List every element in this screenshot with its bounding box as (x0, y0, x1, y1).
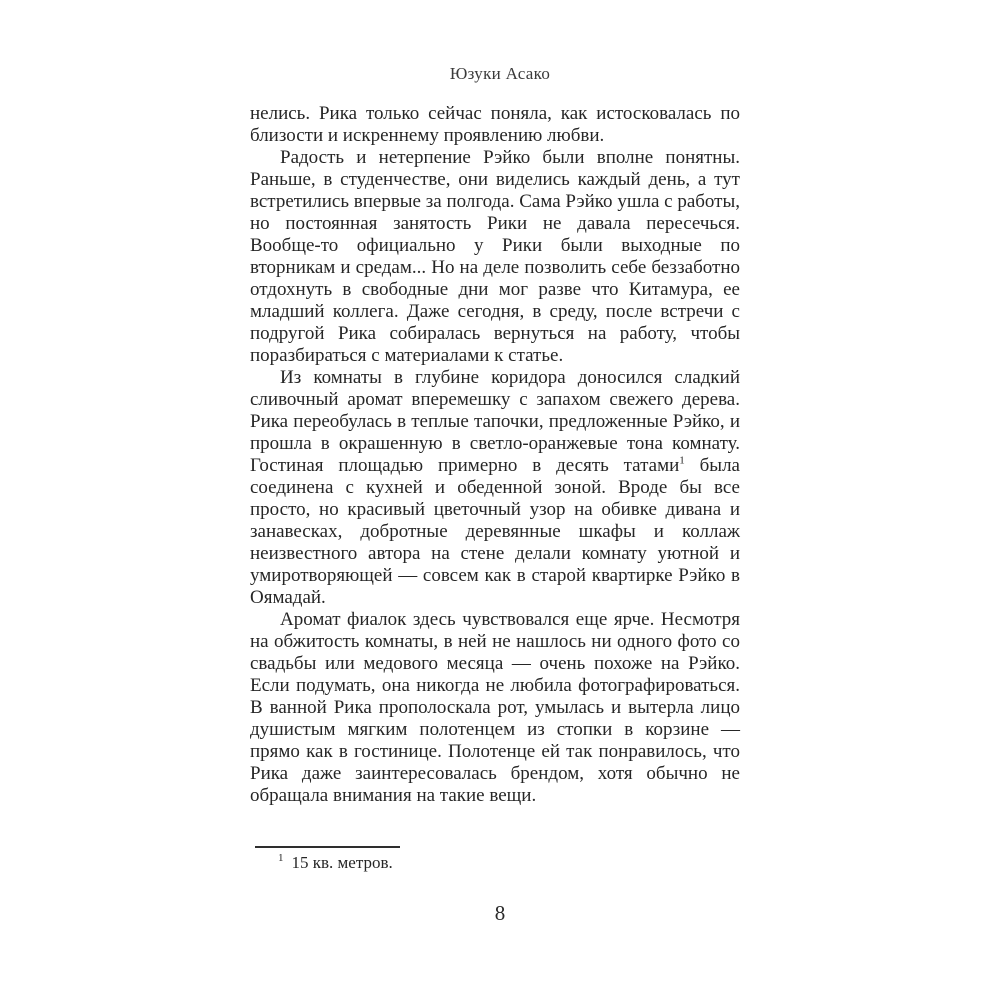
footnote-divider (255, 846, 400, 848)
paragraph: Аромат фиалок здесь чувствовался еще ярче. Несмотря на обжитость комнаты, в ней не нашлось ни одного фото со свадьбы или медового месяца — очень похоже на Рэйко. Если подумать, она никогда не любила фотографироваться. В ванной Рика прополоскала рот, умылась и вытерла лицо душистым мягким полотенцем из стопки в корзине — прямо как в гостинице. Полотенце ей так понравилось, что Рика даже заинтересовалась брендом, хотя обычно не обращала внимания на такие вещи. (250, 609, 740, 806)
body-text-block (250, 103, 740, 807)
footnote-marker: 1 (278, 852, 284, 865)
running-header-author: Юзуки Асако (449, 64, 551, 83)
footnote-text (250, 853, 740, 873)
paragraph-text: Из комнаты в глубине коридора доносился сладкий сливочный аромат вперемешку с запахом свежего дерева. Рика переобулась в теплые тапочки, предложенные Рэйко, и прошла в окрашенную в светло-оранжевые тона комнату. Гостиная площадью примерно в десять татами (250, 367, 740, 476)
footnote-reference-marker: 1 (679, 454, 685, 467)
footnote-value: 15 кв. метров. (291, 853, 393, 872)
paragraph: Радость и нетерпение Рэйко были вполне понятны. Раньше, в студенчестве, они виделись каждый день, а тут встретились впервые за полгода. Сама Рэйко ушла с работы, но постоянная занятость Рики не давала пересечься. Вообще-то официально у Рики были выходные по вторникам и средам... Но на деле позволить себе беззаботно отдохнуть в свободные дни мог разве что Китамура, ее младший коллега. Даже сегодня, в среду, после встречи с подругой Рика собиралась вернуться на работу, чтобы поразбираться с материалами к статье. (250, 147, 740, 366)
page-number: 8 (494, 901, 506, 925)
paragraph (250, 367, 740, 609)
paragraph: нелись. Рика только сейчас поняла, как истосковалась по близости и искреннему проявлению любви. (250, 103, 740, 146)
footnote-block (250, 846, 740, 873)
paragraph-text: была соединена с кухней и обеденной зоной. Вроде бы все просто, но красивый цветочный узор на обивке дивана и занавесках, добротные деревянные шкафы и коллаж неизвестного автора на стене делали комнату уютной и умиротворяющей — совсем как в старой квартирке Рэйко в Оямадай. (250, 455, 740, 608)
